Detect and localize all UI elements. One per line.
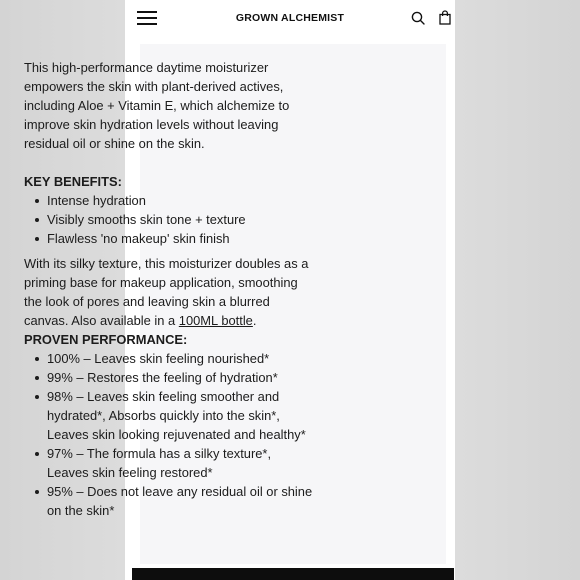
product-description	[24, 58, 314, 526]
list-item: 97% – The formula has a silky texture*, Leaves skin feeling restored*	[24, 444, 314, 482]
benefits-list	[24, 191, 314, 248]
texture-text: With its silky texture, this moisturizer doubles as a priming base for makeup application, smoothing the look of pores and leaving skin a blurred canvas. Also available in a	[24, 256, 309, 328]
key-benefits-heading: KEY BENEFITS:	[24, 174, 122, 189]
site-header	[125, 0, 455, 38]
intro-paragraph: This high-performance daytime moisturizer empowers the skin with plant-derived actives, including Aloe + Vitamin E, which alchemize to improve skin hydration levels without leaving residual oil or shine on the skin.	[24, 60, 290, 151]
proven-performance-heading: PROVEN PERFORMANCE:	[24, 332, 188, 347]
100ml-bottle-link[interactable]: 100ML bottle	[178, 313, 253, 328]
list-item: 95% – Does not leave any residual oil or shine on the skin*	[24, 482, 314, 520]
texture-end: .	[252, 313, 257, 328]
list-item: Intense hydration	[24, 191, 314, 210]
list-item: 98% – Leaves skin feeling smoother and hydrated*, Absorbs quickly into the skin*, Leaves skin looking rejuvenated and healthy*	[24, 387, 314, 444]
bottom-bar	[132, 568, 454, 580]
performance-list	[24, 349, 314, 520]
texture-paragraph	[24, 254, 314, 330]
search-icon[interactable]	[411, 11, 425, 25]
list-item: 100% – Leaves skin feeling nourished*	[24, 349, 314, 368]
shopping-bag-icon[interactable]	[439, 10, 451, 25]
list-item: Flawless 'no makeup' skin finish	[24, 229, 314, 248]
list-item: Visibly smooths skin tone + texture	[24, 210, 314, 229]
list-item: 99% – Restores the feeling of hydration*	[24, 368, 314, 387]
brand-logo[interactable]: GROWN ALCHEMIST	[235, 12, 345, 24]
right-backdrop	[455, 0, 580, 580]
